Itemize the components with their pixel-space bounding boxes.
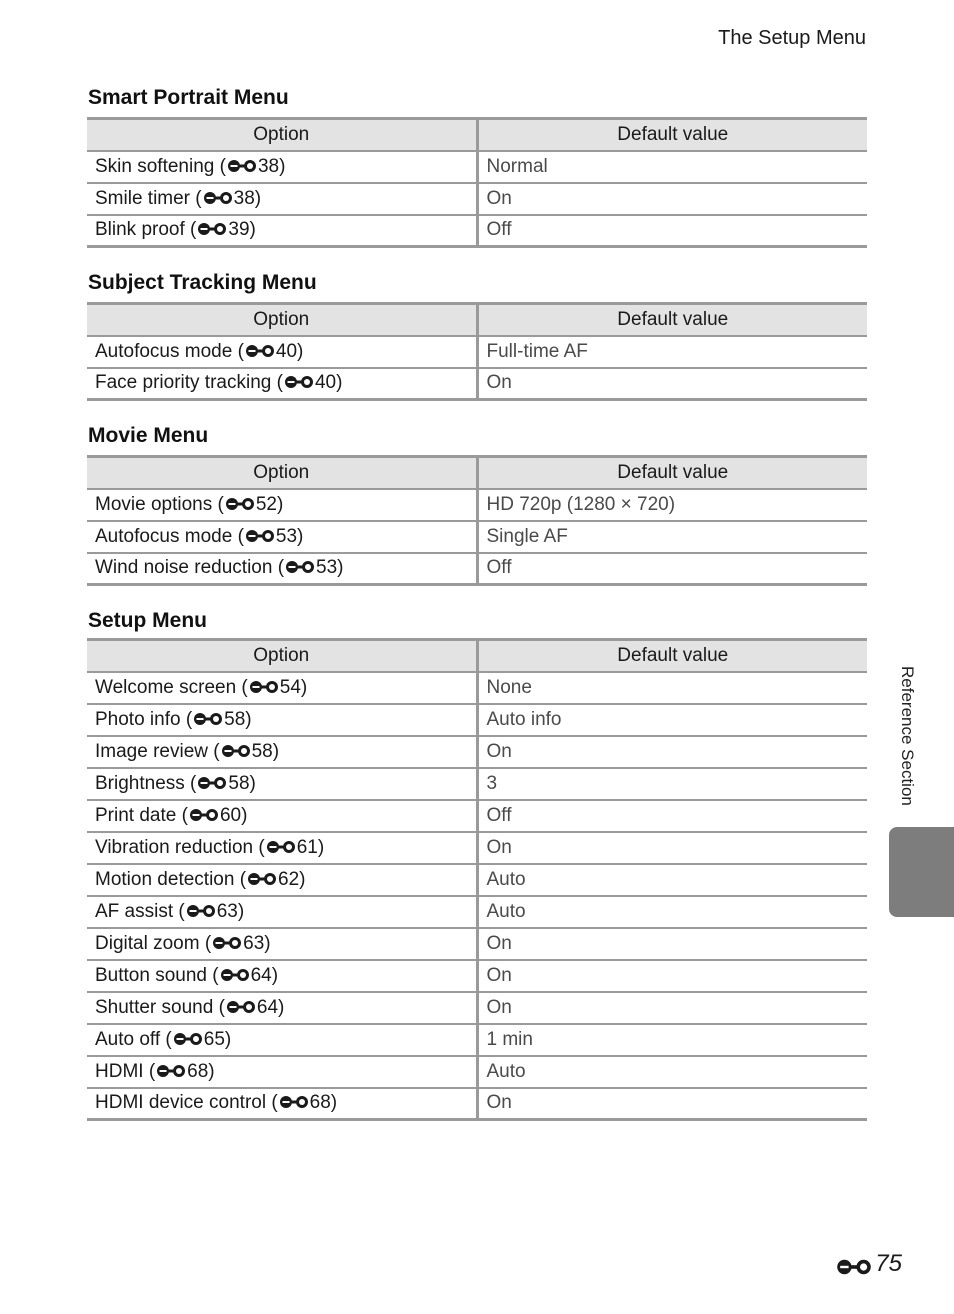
option-cell [87, 736, 477, 768]
page-reference: 63) [216, 900, 245, 922]
movie-table [87, 455, 867, 586]
option-cell [87, 672, 477, 704]
option-cell [87, 489, 477, 521]
table-row [87, 960, 867, 992]
option-label: Button sound ( [95, 964, 219, 986]
option-cell [87, 992, 477, 1024]
table-row [87, 1056, 867, 1088]
e-reference-icon [193, 710, 223, 724]
default-value-cell: Auto [477, 896, 867, 928]
e-reference-icon [285, 558, 315, 572]
option-label: Autofocus mode ( [95, 340, 244, 362]
e-reference-icon [197, 774, 227, 788]
option-label: Autofocus mode ( [95, 525, 244, 547]
default-value-cell: Single AF [477, 521, 867, 553]
e-reference-icon [266, 838, 296, 852]
default-value-cell: On [477, 928, 867, 960]
table-row [87, 896, 867, 928]
page-reference: 39) [228, 219, 256, 241]
page-reference: 54) [279, 676, 308, 698]
option-cell [87, 336, 477, 368]
section-title-smart-portrait: Smart Portrait Menu [88, 86, 289, 109]
e-reference-icon [227, 157, 257, 171]
option-label: Auto off ( [95, 1028, 172, 1050]
default-value-cell: 1 min [477, 1024, 867, 1056]
option-cell [87, 864, 477, 896]
setup-table [87, 638, 867, 1121]
e-reference-icon [284, 373, 314, 387]
option-label: Motion detection ( [95, 868, 247, 890]
e-reference-icon [836, 1255, 872, 1273]
e-reference-icon [212, 934, 242, 948]
option-cell [87, 553, 477, 585]
option-cell [87, 800, 477, 832]
table-row [87, 832, 867, 864]
option-label: Photo info ( [95, 708, 193, 730]
table-header-row [87, 457, 867, 489]
table-row [87, 1088, 867, 1120]
smart-portrait-table [87, 117, 867, 248]
page-header-title: The Setup Menu [718, 27, 866, 49]
default-value-cell: None [477, 672, 867, 704]
default-value-cell: On [477, 960, 867, 992]
option-label: Print date ( [95, 804, 188, 826]
e-reference-icon [279, 1093, 309, 1107]
e-reference-icon [203, 189, 233, 203]
table-row [87, 215, 867, 247]
subject-tracking-table [87, 302, 867, 401]
table-header-row [87, 304, 867, 336]
default-value-cell: Auto [477, 864, 867, 896]
default-value-cell: Off [477, 553, 867, 585]
default-value-cell: On [477, 368, 867, 400]
option-cell [87, 768, 477, 800]
e-reference-icon [197, 220, 227, 234]
table-row [87, 672, 867, 704]
e-reference-icon [186, 902, 216, 916]
e-reference-icon [220, 966, 250, 980]
option-column-header: Option [87, 119, 477, 151]
default-column-header: Default value [477, 304, 867, 336]
option-label: Welcome screen ( [95, 676, 248, 698]
default-value-cell: On [477, 992, 867, 1024]
default-value-cell: On [477, 736, 867, 768]
table-row [87, 800, 867, 832]
option-cell [87, 1088, 477, 1120]
page-reference: 65) [203, 1028, 232, 1050]
option-label: Digital zoom ( [95, 932, 212, 954]
page-reference: 53) [316, 557, 344, 579]
default-value-cell: On [477, 832, 867, 864]
table-row [87, 1024, 867, 1056]
default-value-cell: HD 720p (1280 × 720) [477, 489, 867, 521]
option-cell [87, 832, 477, 864]
e-reference-icon [247, 870, 277, 884]
section-title-movie: Movie Menu [88, 424, 209, 447]
option-cell [87, 183, 477, 215]
e-reference-icon [156, 1062, 186, 1076]
page-reference: 52) [255, 493, 284, 515]
option-cell [87, 521, 477, 553]
page-reference: 68) [187, 1060, 215, 1082]
page-reference: 61) [296, 836, 325, 858]
e-reference-icon [189, 806, 219, 820]
option-cell [87, 960, 477, 992]
page-number [835, 1250, 902, 1278]
table-row [87, 336, 867, 368]
table-row [87, 521, 867, 553]
option-label: Movie options ( [95, 493, 224, 515]
option-cell [87, 928, 477, 960]
page-reference: 53) [275, 525, 304, 547]
default-column-header: Default value [477, 119, 867, 151]
section-title-setup: Setup Menu [88, 609, 207, 632]
table-row [87, 928, 867, 960]
option-cell [87, 368, 477, 400]
page-reference: 63) [243, 932, 271, 954]
table-row [87, 368, 867, 400]
table-row [87, 768, 867, 800]
option-label: AF assist ( [95, 900, 185, 922]
page-reference: 60) [219, 804, 248, 826]
page-reference: 68) [309, 1092, 338, 1114]
table-row [87, 151, 867, 183]
page-reference: 40) [275, 340, 304, 362]
option-label: Wind noise reduction ( [95, 557, 285, 579]
table-row [87, 992, 867, 1024]
option-cell [87, 896, 477, 928]
e-reference-icon [245, 527, 275, 541]
default-value-cell: Off [477, 215, 867, 247]
e-reference-icon [226, 998, 256, 1012]
table-row [87, 553, 867, 585]
option-label: Skin softening ( [95, 155, 226, 177]
option-column-header: Option [87, 304, 477, 336]
default-value-cell: Off [477, 800, 867, 832]
option-label: Smile timer ( [95, 187, 202, 209]
option-label: Shutter sound ( [95, 996, 225, 1018]
table-row [87, 864, 867, 896]
e-reference-icon [221, 742, 251, 756]
side-tab [889, 827, 954, 917]
default-column-header: Default value [477, 457, 867, 489]
table-header-row [87, 640, 867, 672]
default-value-cell: On [477, 183, 867, 215]
option-label: Brightness ( [95, 772, 197, 794]
default-value-cell: Normal [477, 151, 867, 183]
table-row [87, 489, 867, 521]
option-column-header: Option [87, 640, 477, 672]
option-cell [87, 151, 477, 183]
option-label: HDMI ( [95, 1060, 156, 1082]
option-cell [87, 704, 477, 736]
option-label: Image review ( [95, 740, 220, 762]
page-reference: 64) [250, 964, 279, 986]
option-label: Vibration reduction ( [95, 836, 265, 858]
e-reference-icon [249, 678, 279, 692]
default-value-cell: Auto [477, 1056, 867, 1088]
table-row [87, 704, 867, 736]
page-reference: 58) [224, 708, 252, 730]
page-reference: 40) [314, 372, 343, 394]
option-label: Blink proof ( [95, 219, 197, 241]
table-header-row [87, 119, 867, 151]
default-column-header: Default value [477, 640, 867, 672]
page-number-text: 75 [875, 1250, 902, 1277]
page-reference: 58) [251, 740, 280, 762]
table-row [87, 736, 867, 768]
table-row [87, 183, 867, 215]
page-reference: 58) [228, 772, 256, 794]
option-cell [87, 1024, 477, 1056]
default-value-cell: On [477, 1088, 867, 1120]
default-value-cell: 3 [477, 768, 867, 800]
option-cell [87, 215, 477, 247]
e-reference-icon [173, 1030, 203, 1044]
page-reference: 62) [278, 868, 306, 890]
option-column-header: Option [87, 457, 477, 489]
side-tab-label: Reference Section [898, 666, 917, 806]
option-label: HDMI device control ( [95, 1092, 278, 1114]
page-reference: 38) [233, 187, 262, 209]
default-value-cell: Full-time AF [477, 336, 867, 368]
default-value-cell: Auto info [477, 704, 867, 736]
section-title-subject-tracking: Subject Tracking Menu [88, 271, 317, 294]
option-cell [87, 1056, 477, 1088]
e-reference-icon [225, 495, 255, 509]
page-reference: 38) [257, 155, 286, 177]
e-reference-icon [245, 342, 275, 356]
page-reference: 64) [256, 996, 285, 1018]
option-label: Face priority tracking ( [95, 372, 283, 394]
